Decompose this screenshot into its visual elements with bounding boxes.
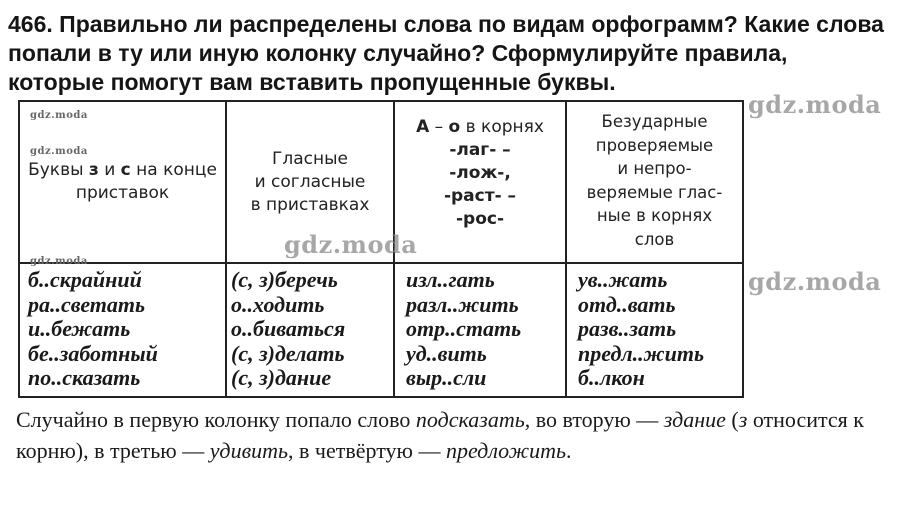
header-line: и согласные	[254, 171, 366, 192]
header-line: проверяемые	[595, 135, 714, 155]
watermark-big: gdz.moda	[284, 230, 418, 259]
word-cell: уд..вить	[406, 340, 487, 366]
word-cell: предл..жить	[578, 340, 705, 366]
header-line: в приставках	[250, 194, 370, 215]
word-cell: отр..стать	[406, 316, 522, 341]
watermark-big: gdz.moda	[748, 267, 882, 296]
header-root: -раст- –	[443, 186, 517, 206]
answer-text: (	[725, 407, 739, 432]
header-root: -рос-	[455, 209, 505, 229]
word-cell: о..ходить	[231, 291, 325, 317]
column-a-o-roots	[406, 268, 521, 391]
answer-text: Случайно в первую колонку попало слово	[16, 407, 416, 432]
word-cell: изл..гать	[406, 267, 495, 292]
table-divider	[20, 262, 742, 264]
column-zs-prefix	[28, 268, 158, 391]
header-a-o-roots	[395, 102, 565, 262]
word-cell: по..сказать	[28, 365, 141, 390]
header-root: -лож-,	[449, 163, 511, 183]
word-cell: (с, з)делать	[231, 340, 345, 366]
header-text: –	[429, 117, 449, 137]
column-unstressed-vowels	[578, 268, 704, 391]
word-cell: б..скрайний	[28, 267, 142, 292]
answer-word: з	[738, 407, 748, 432]
header-line: ные в корнях	[596, 206, 713, 225]
answer-paragraph	[16, 404, 896, 466]
header-letter-s: с	[120, 160, 131, 180]
answer-word: подсказать	[415, 407, 525, 432]
answer-text: , в четвёртую —	[288, 438, 446, 463]
header-text: и	[98, 160, 121, 180]
word-cell: б..лкон	[578, 365, 645, 390]
word-cell: и..бежать	[28, 316, 131, 341]
word-cell: ув..жать	[578, 267, 668, 292]
watermark-small: gdz.moda	[30, 110, 88, 121]
watermark-small: gdz.moda	[30, 256, 88, 267]
answer-text: , во вторую —	[524, 407, 664, 432]
word-cell: о..биваться	[231, 316, 346, 341]
word-cell: выр..сли	[406, 365, 487, 390]
answer-word: предложить	[445, 438, 566, 463]
header-letter-o: о	[448, 117, 461, 137]
task-text: Правильно ли распределены слова по видам орфограмм? Какие слова попали в ту или иную колонку случайно? Сформулируйте правила, которые помогут вам вставить пропущенные буквы.	[8, 11, 884, 95]
word-cell: (с, з)дание	[231, 365, 332, 390]
header-text: в корнях	[460, 117, 544, 137]
word-cell: бе..заботный	[28, 340, 158, 366]
header-root: -лаг- –	[449, 140, 511, 160]
watermark-small: gdz.moda	[30, 146, 88, 157]
orthogram-table	[18, 100, 744, 398]
header-zs-prefix	[20, 102, 225, 262]
watermark-big: gdz.moda	[748, 90, 882, 119]
header-letter-z: з	[88, 160, 99, 180]
word-cell: ра..светать	[28, 291, 146, 317]
header-unstressed-vowels	[567, 102, 742, 262]
word-cell: разв..зать	[578, 316, 677, 341]
task-number: 466.	[8, 11, 53, 37]
header-letter-a: А	[416, 117, 430, 137]
answer-text: относится к корню), в третью —	[16, 407, 864, 463]
header-text: Буквы	[28, 160, 89, 180]
word-cell: (с, з)беречь	[231, 267, 338, 292]
word-cell: разл..жить	[406, 291, 519, 317]
answer-word: удивить	[209, 438, 289, 463]
answer-text: .	[566, 438, 572, 463]
answer-word: здание	[663, 407, 726, 432]
header-line: слов	[634, 229, 675, 249]
header-line: Гласные	[272, 148, 348, 169]
header-line: веряемые глас-	[586, 182, 723, 202]
task-statement	[8, 10, 888, 97]
header-line: Безударные	[601, 112, 708, 131]
word-cell: отд..вать	[578, 291, 676, 317]
header-line: и непро-	[617, 159, 692, 178]
header-text: на конце приставок	[75, 160, 217, 203]
column-prefix-letters	[231, 268, 345, 391]
